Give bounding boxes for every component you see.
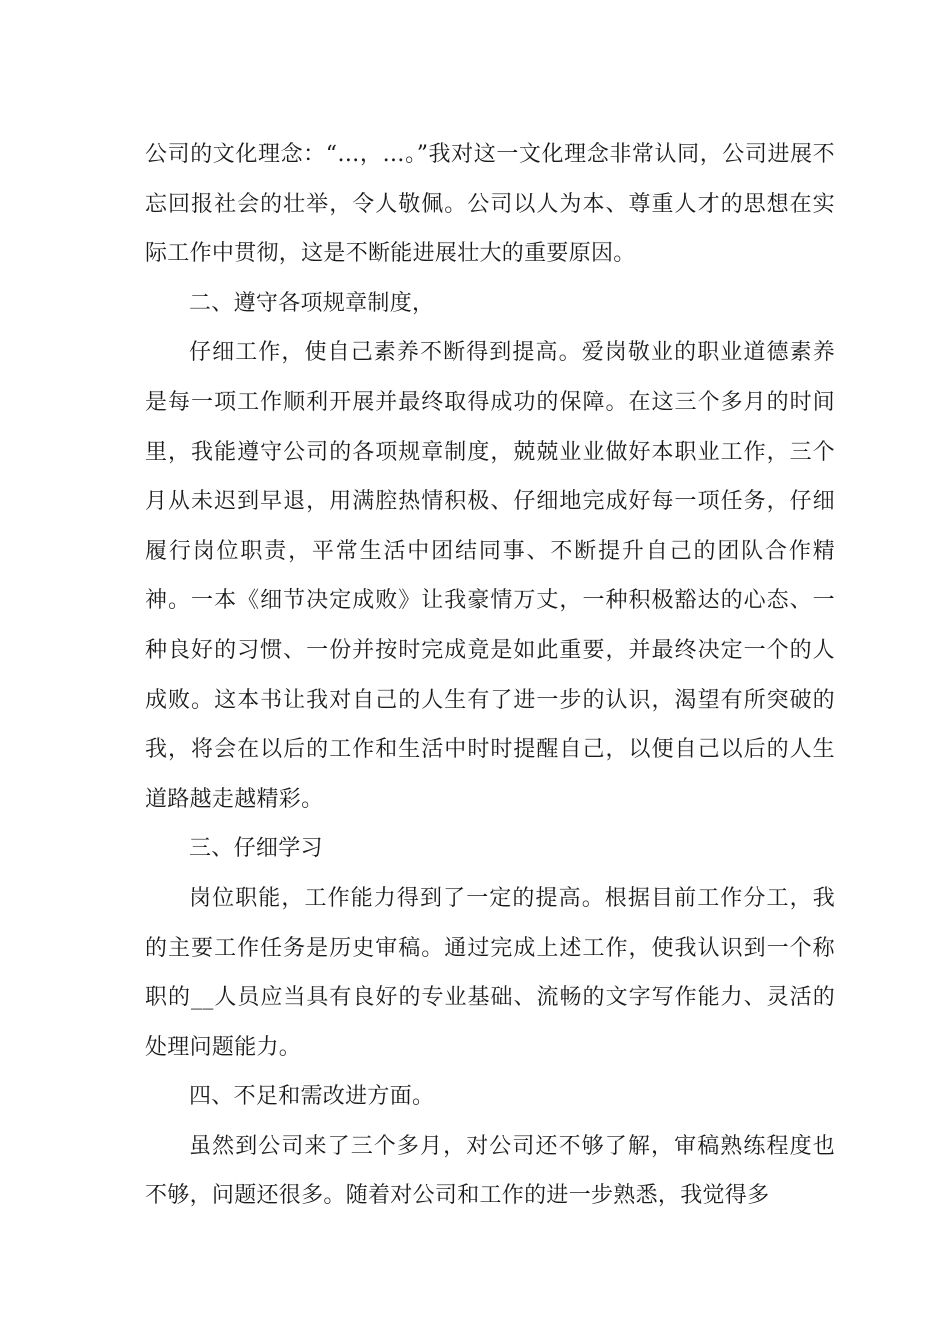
document-body [145,130,835,1221]
paragraph-job-functions: 岗位职能，工作能力得到了一定的提高。根据目前工作分工，我的主要工作任务是历史审稿。通过完成上述工作，使我认识到一个称职的__人员应当具有良好的专业基础、流畅的文字写作能力、灵活的处理问题能力。 [145,885,835,1060]
section-heading-shortcomings: 四、不足和需改进方面。 [189,1084,435,1110]
paragraph-company-culture: 公司的文化理念：“…，…。”我对这一文化理念非常认同，公司进展不忘回报社会的壮举，令人敬佩。公司以人为本、尊重人才的思想在实际工作中贯彻，这是不断能进展壮大的重要原因。 [145,142,835,267]
paragraph-careful-work: 仔细工作，使自己素养不断得到提高。爱岗敬业的职业道德素养是每一项工作顺利开展并最终取得成功的保障。在这三个多月的时间里，我能遵守公司的各项规章制度，兢兢业业做好本职业工作，三个月从未迟到早退，用满腔热情积极、仔细地完成好每一项任务，仔细履行岗位职责，平常生活中团结同事、不断提升自己的团队合作精神。一本《细节决定成败》让我豪情万丈，一种积极豁达的心态、一种良好的习惯、一份并按时完成竟是如此重要，并最终决定一个的人成败。这本书让我对自己的人生有了进一步的认识，渴望有所突破的我，将会在以后的工作和生活中时时提醒自己，以便自己以后的人生道路越走越精彩。 [145,340,835,812]
section-heading-study: 三、仔细学习 [189,836,323,862]
paragraph-shortcomings: 虽然到公司来了三个多月，对公司还不够了解，审稿熟练程度也不够，问题还很多。随着对公司和工作的进一步熟悉，我觉得多 [145,1133,835,1209]
section-heading-rules: 二、遵守各项规章制度， [189,290,435,316]
